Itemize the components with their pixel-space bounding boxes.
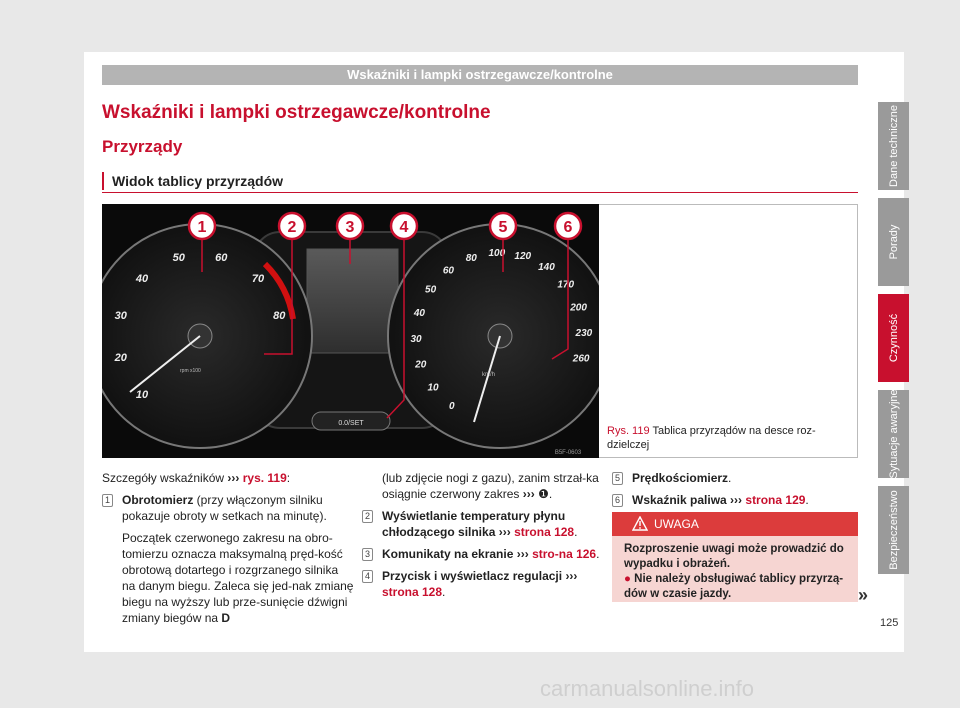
period: . <box>805 493 809 507</box>
page-number: 125 <box>880 617 899 629</box>
item-arrows: ››› <box>565 569 578 583</box>
item-number: 3 <box>362 548 373 561</box>
subsection-rule <box>102 192 858 193</box>
cluster-illustration <box>102 204 599 458</box>
caption-ref: Rys. 119 <box>607 425 650 437</box>
side-tab-label: Sytuacje awaryjne <box>887 389 900 479</box>
speed-tick-label: 60 <box>442 265 455 277</box>
tach-unit: rpm x100 <box>180 368 201 374</box>
caption-text: Tablica przyrządów na desce roz-dzielczej <box>607 425 816 451</box>
figure-link[interactable]: rys. 119 <box>242 471 287 485</box>
speed-tick-label: 120 <box>514 251 532 263</box>
text-column-2 <box>362 470 600 600</box>
item-title: Przycisk i wyświetlacz regulacji <box>382 569 563 583</box>
item-number: 1 <box>102 494 113 507</box>
side-tab-label: Porady <box>887 224 900 260</box>
instrument-cluster-photo <box>102 204 599 458</box>
side-tab[interactable] <box>878 102 909 190</box>
item-title: Komunikaty na ekranie <box>382 547 514 561</box>
item-number: 6 <box>612 494 623 507</box>
speed-tick-label: 230 <box>575 327 593 339</box>
speed-tick-label: 100 <box>488 248 506 260</box>
callout-number: 6 <box>563 219 573 236</box>
callout-number: 2 <box>287 219 297 236</box>
page-title: Wskaźniki i lampki ostrzegawcze/kontrolne <box>102 102 491 123</box>
paragraph-text: Początek czerwonego zakresu na obro-tomierzu oznacza maksymalną pręd-kość obrotową dotartego i rozgrzanego silnika na danym biegu. Zaleca się jed-nak zmianę biegu na wyższy lub prze-sunięcie dźwigni zmiany biegów na <box>122 531 354 625</box>
warning-line: Nie należy obsługiwać tablicy przyrzą-dów w czasie jazdy. <box>624 573 844 600</box>
tach-tick-label: 50 <box>172 251 185 264</box>
tach-tick-label: 10 <box>135 388 149 401</box>
tach-tick-label: 40 <box>135 273 149 286</box>
figure-caption <box>607 424 847 452</box>
list-item: 4 Przycisk i wyświetlacz regulacji ››› strona 128. <box>362 568 600 600</box>
text-column-1 <box>102 470 354 626</box>
continued-paragraph <box>362 470 600 502</box>
page-link[interactable]: strona 129 <box>745 493 806 507</box>
item-text: (przy włączonym silniku pokazuje obroty w setkach na minutę). <box>122 493 327 523</box>
warning-ref-icon[interactable]: ❶ <box>538 487 549 501</box>
speed-tick-label: 80 <box>465 253 477 265</box>
continue-mark: » <box>858 585 869 605</box>
item-number: 4 <box>362 570 373 583</box>
bullet-icon: ● <box>624 573 631 585</box>
page-link[interactable]: strona 128 <box>382 585 443 599</box>
speed-tick-label: 20 <box>415 359 427 371</box>
cont-end: . <box>548 487 553 501</box>
list-item <box>612 470 858 486</box>
text-column-3 <box>612 470 858 508</box>
continued-text: (lub zdjęcie nogi z gazu), zanim strzał-ka osiągnie czerwony zakres <box>382 471 599 501</box>
warning-triangle-icon <box>632 516 648 531</box>
warning-title: UWAGA <box>654 517 699 531</box>
subsection-title: Widok tablicy przyrządów <box>102 172 283 190</box>
item-arrows: ››› <box>498 525 511 539</box>
callout-number: 3 <box>345 219 355 236</box>
side-tab[interactable] <box>878 294 909 382</box>
tach-tick-label: 70 <box>251 273 265 286</box>
speed-tick-label: 170 <box>557 279 575 291</box>
center-display <box>307 249 398 353</box>
callout-number: 4 <box>399 219 409 236</box>
tach-tick-label: 20 <box>114 352 127 365</box>
list-item: 2 Wyświetlanie temperatury płynu chłodzącego silnika ››› strona 128. <box>362 508 600 540</box>
side-tab-label: Dane techniczne <box>887 105 900 187</box>
side-tab[interactable] <box>878 486 909 574</box>
side-tab[interactable] <box>878 390 909 478</box>
speed-tick-label: 40 <box>413 308 425 320</box>
gear-letter: D <box>221 611 231 625</box>
side-tab[interactable] <box>878 198 909 286</box>
side-tab-label: Bezpieczeństwo <box>887 490 900 570</box>
tach-tick-label: 80 <box>273 309 286 322</box>
speed-unit: km/h <box>482 372 496 378</box>
speed-tick-label: 10 <box>427 382 439 394</box>
list-item <box>612 492 858 508</box>
callout-number: 1 <box>197 219 207 236</box>
speed-tick-label: 260 <box>572 353 590 365</box>
set-label: 0.0/SET <box>338 420 364 427</box>
side-tab-label: Czynność <box>887 313 900 363</box>
image-code: B5F-0603 <box>554 450 582 456</box>
item-number: 5 <box>612 472 623 485</box>
warning-header <box>612 512 858 536</box>
tach-tick-label: 60 <box>215 251 228 264</box>
speed-tick-label: 0 <box>449 400 455 412</box>
warning-body <box>612 536 858 608</box>
cont-arrows: ››› <box>522 487 535 501</box>
speed-tick-label: 50 <box>425 284 437 296</box>
speed-tick-label: 140 <box>538 262 555 274</box>
section-title: Przyrządy <box>102 137 183 156</box>
period: . <box>728 471 732 485</box>
speed-tick-label: 30 <box>410 334 422 346</box>
intro-colon: : <box>286 471 291 485</box>
warning-line: Rozproszenie uwagi może prowadzić do wypadku i obrażeń. <box>624 543 844 570</box>
callout-number: 5 <box>498 219 508 236</box>
page-link[interactable]: strona 128 <box>514 525 575 539</box>
item-arrows: ››› <box>730 493 743 507</box>
item-title: Obrotomierz <box>122 493 194 507</box>
paragraph <box>102 530 354 626</box>
warning-bullet-line <box>624 572 846 602</box>
intro-line <box>102 470 354 486</box>
intro-arrows: ››› <box>227 471 240 485</box>
list-item: 3 Komunikaty na ekranie ››› stro-na 126. <box>362 546 600 562</box>
item-title: Wskaźnik paliwa <box>632 493 727 507</box>
page-link[interactable]: stro-na 126 <box>532 547 597 561</box>
item-title: Wyświetlanie temperatury płynu chłodzącego silnika <box>382 509 566 539</box>
running-head: Wskaźniki i lampki ostrzegawcze/kontrolne <box>102 65 858 85</box>
warning-box <box>612 512 858 602</box>
intro-text: Szczegóły wskaźników <box>102 471 225 485</box>
speed-tick-label: 200 <box>570 302 587 314</box>
tach-tick-label: 30 <box>114 309 127 322</box>
item-arrows: ››› <box>516 547 529 561</box>
list-item <box>102 492 354 524</box>
item-number: 2 <box>362 510 373 523</box>
item-title: Prędkościomierz <box>632 471 729 485</box>
watermark: carmanualsonline.info <box>540 676 755 701</box>
